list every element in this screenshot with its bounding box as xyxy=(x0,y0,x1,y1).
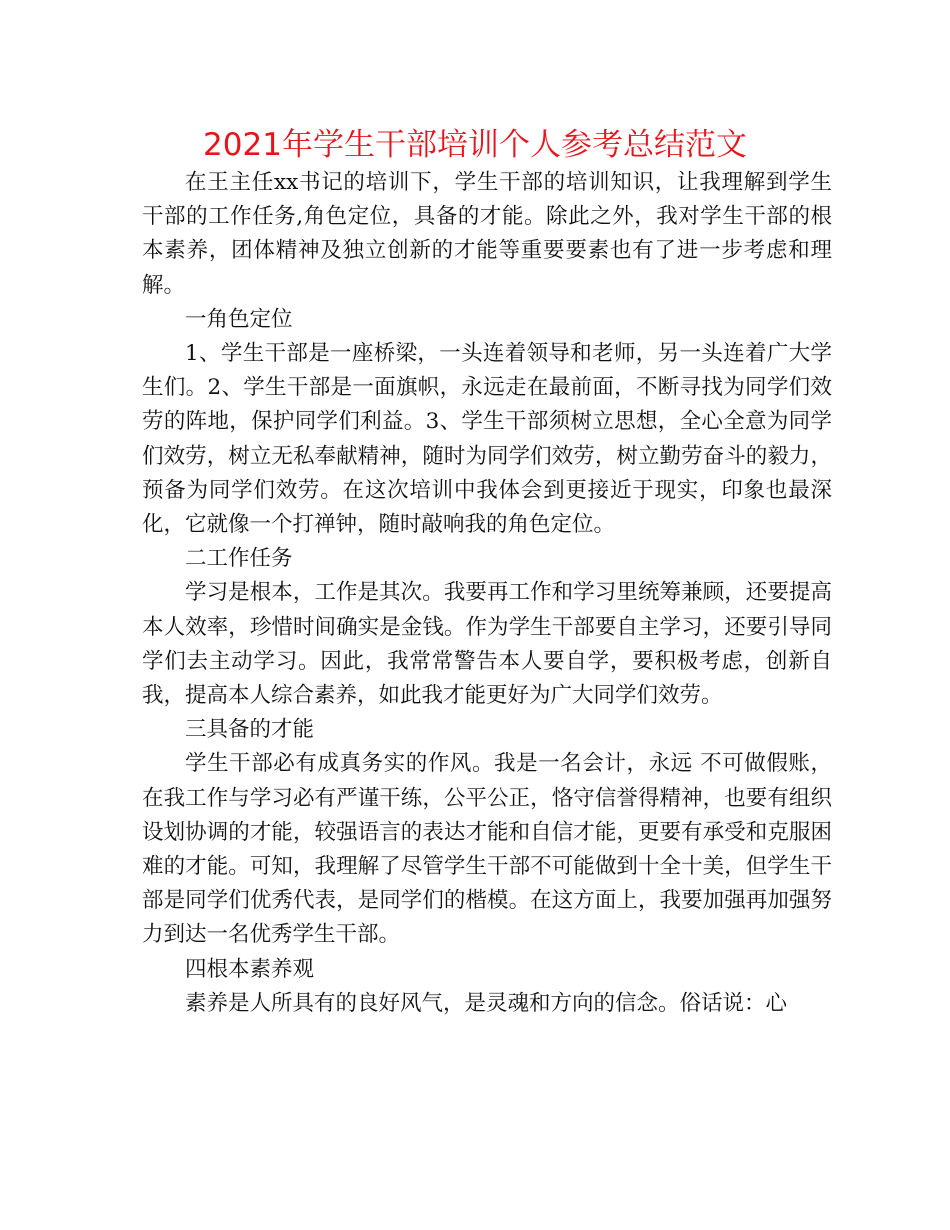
paragraph-intro: 在王主任xx书记的培训下，学生干部的培训知识，让我理解到学生干部的工作任务,角色定位，具备的才能。除此之外，我对学生干部的根本素养，团体精神及独立创新的才能等重要要素也有了进一步考虑和理解。 xyxy=(142,170,832,298)
paragraph-tasks: 学习是根本，工作是其次。我要再工作和学习里统筹兼顾，还要提高本人效率，珍惜时间确实是金钱。作为学生干部要自主学习，还要引导同学们去主动学习。因此，我常常警告本人要自学，要积极考虑，创新自我，提高本人综合素养，如此我才能更好为广大同学们效劳。 xyxy=(142,580,832,709)
section-heading-abilities: 三具备的才能 xyxy=(185,717,315,743)
paragraph-qualities: 素养是人所具有的良好风气，是灵魂和方向的信念。俗话说：心 xyxy=(185,990,788,1016)
section-heading-qualities: 四根本素养观 xyxy=(185,956,315,982)
document-body xyxy=(142,166,832,1021)
section-heading-tasks: 二工作任务 xyxy=(185,546,293,572)
paragraph-role: 1、学生干部是一座桥梁，一头连着领导和老师，另一头连着广大学生们。2、学生干部是一面旗帜，永远走在最前面，不断寻找为同学们效劳的阵地，保护同学们利益。3、学生干部须树立思想，全心全意为同学们效劳，树立无私奉献精神，随时为同学们效劳，树立勤劳奋斗的毅力，预备为同学们效劳。在这次培训中我体会到更接近于现实，印象也最深化，它就像一个打禅钟，随时敲响我的角色定位。 xyxy=(142,341,832,538)
paragraph-abilities: 学生干部必有成真务实的作风。我是一名会计，永远 不可做假账，在我工作与学习必有严谨干练，公平公正，恪守信誉得精神，也要有组织设划协调的才能，较强语言的表达才能和自信才能，更要有承受和克服困难的才能。可知，我理解了尽管学生干部不可能做到十全十美，但学生干部是同学们优秀代表，是同学们的楷模。在这方面上，我要加强再加强努力到达一名优秀学生干部。 xyxy=(142,751,832,948)
section-heading-role: 一角色定位 xyxy=(185,306,293,332)
document-title: 2021年学生干部培训个人参考总结范文 xyxy=(203,127,747,163)
